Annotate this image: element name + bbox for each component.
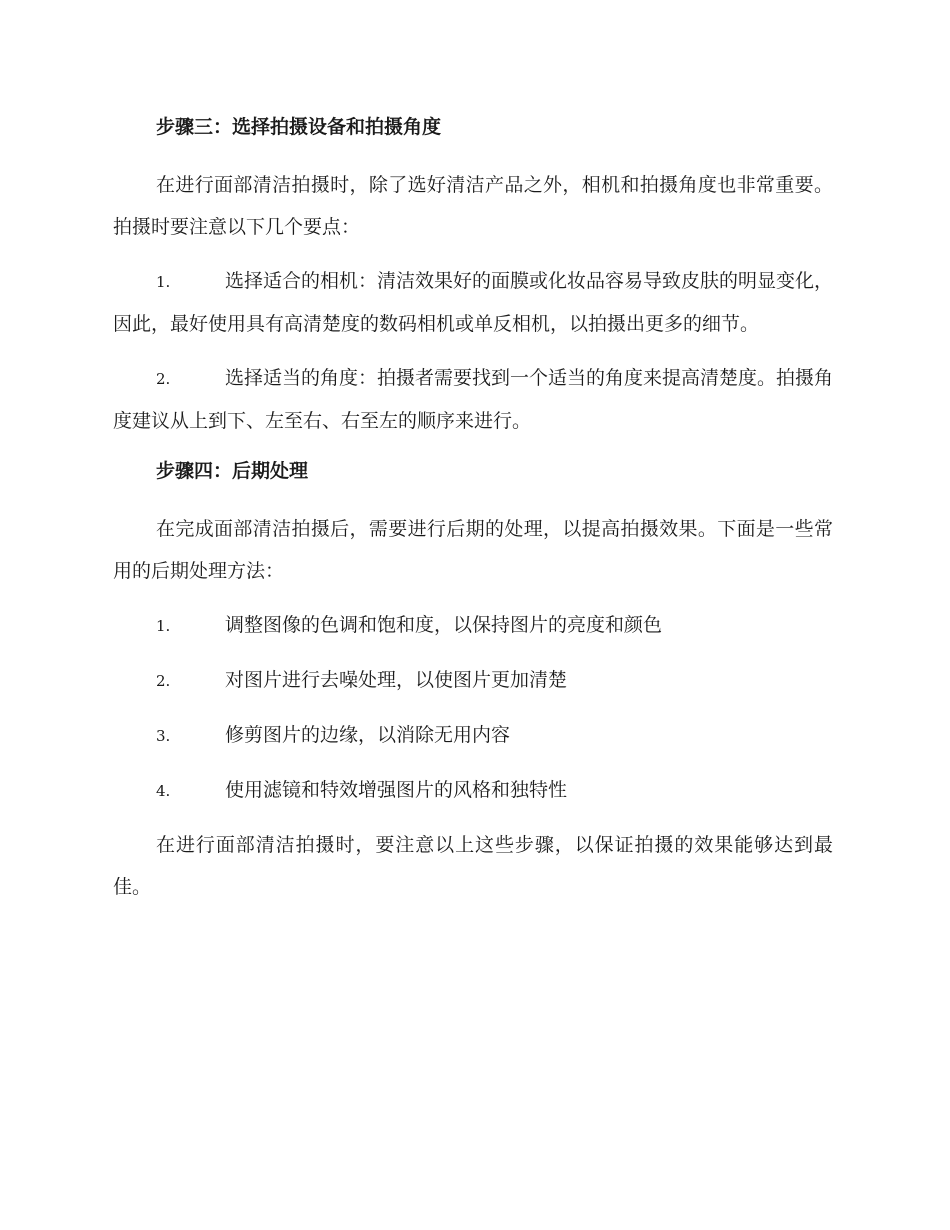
list-number: 3.	[156, 727, 171, 745]
list-number: 1.	[156, 617, 171, 635]
list-item	[113, 769, 833, 812]
list-text: 对图片进行去噪处理，以使图片更加清楚	[225, 669, 568, 691]
list-text: 调整图像的色调和饱和度，以保持图片的亮度和颜色	[225, 614, 663, 636]
list-item	[113, 659, 833, 702]
list-number: 2.	[156, 370, 171, 388]
section-heading-step-3: 步骤三：选择拍摄设备和拍摄角度	[156, 116, 442, 138]
list-number: 2.	[156, 672, 171, 690]
list-text: 修剪图片的边缘，以消除无用内容	[225, 724, 511, 746]
list-text: 使用滤镜和特效增强图片的风格和独特性	[225, 779, 568, 801]
document-body	[113, 110, 833, 920]
list-text: 选择适合的相机：清洁效果好的面膜或化妆品容易导致皮肤的明显变化，因此，最好使用具有高清楚度的数码相机或单反相机，以拍摄出更多的细节。	[113, 270, 834, 335]
section-3-intro: 在进行面部清洁拍摄时，除了选好清洁产品之外，相机和拍摄角度也非常重要。拍摄时要注意以下几个要点：	[113, 174, 833, 238]
list-text: 选择适当的角度：拍摄者需要找到一个适当的角度来提高清楚度。拍摄角度建议从上到下、左至右、右至左的顺序来进行。	[113, 367, 834, 432]
list-item	[113, 357, 833, 442]
list-item	[113, 714, 833, 757]
list-number: 4.	[156, 782, 171, 800]
list-item	[113, 604, 833, 647]
section-4-intro: 在完成面部清洁拍摄后，需要进行后期的处理，以提高拍摄效果。下面是一些常用的后期处理方法：	[113, 518, 833, 582]
conclusion-paragraph: 在进行面部清洁拍摄时，要注意以上这些步骤，以保证拍摄的效果能够达到最佳。	[113, 834, 833, 898]
section-heading-step-4: 步骤四：后期处理	[156, 460, 309, 482]
list-number: 1.	[156, 273, 171, 291]
list-item	[113, 260, 833, 345]
